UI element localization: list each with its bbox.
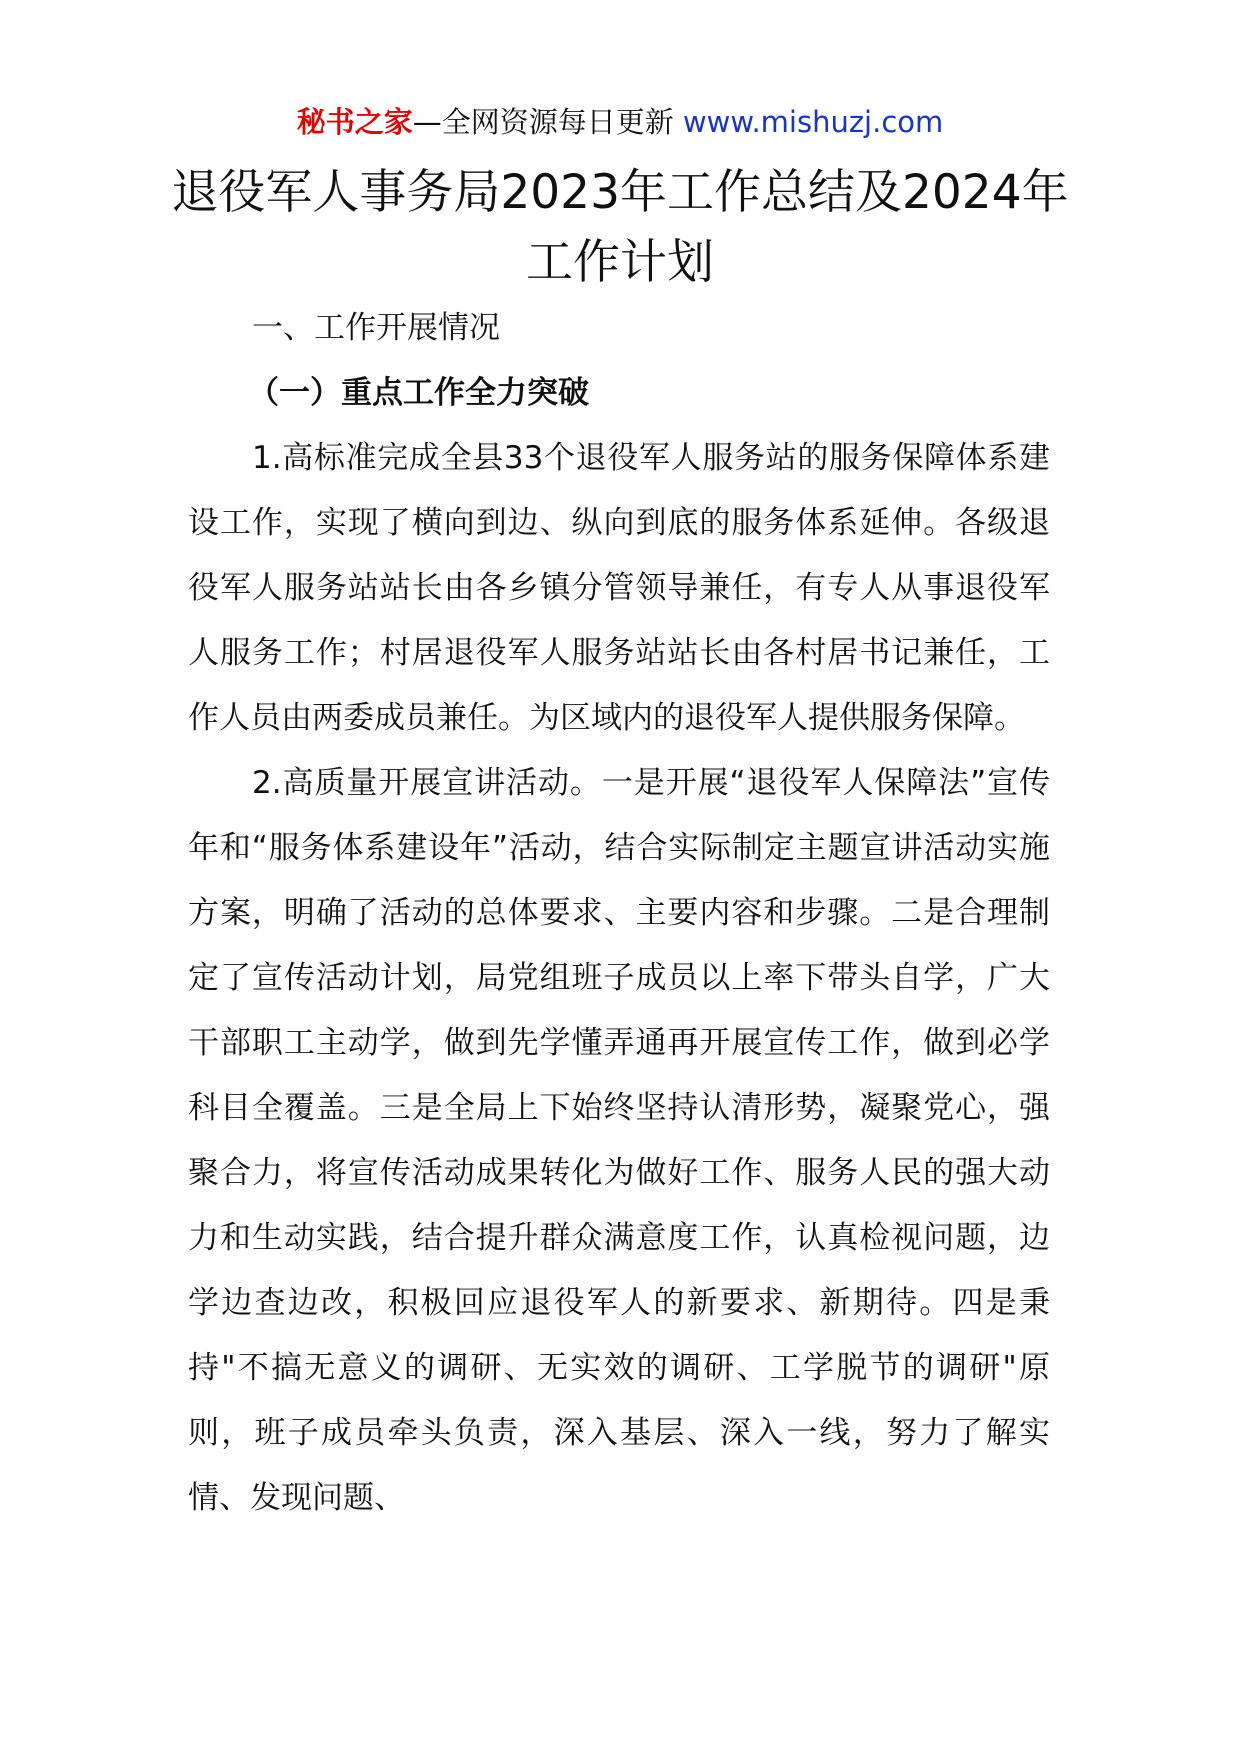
site-url-link[interactable]: www.mishuzj.com <box>682 105 944 139</box>
sub-heading: （一）重点工作全力突破 <box>248 375 589 411</box>
brand-name: 秘书之家 <box>296 105 413 139</box>
header-slogan: —全网资源每日更新 <box>412 105 674 139</box>
site-header <box>0 102 1240 142</box>
paragraph-1: 1.高标准完成全县33个退役军人服务站的服务保障体系建设工作，实现了横向到边、纵向到底的服务体系延伸。各级退役军人服务站站长由各乡镇分管领导兼任，有专人从事退役军人服务工作；村居退役军人服务站站长由各村居书记兼任，工作人员由两委成员兼任。为区域内的退役军人提供服务保障。 <box>188 440 1050 736</box>
document-body <box>188 296 1050 1531</box>
document-title: 退役军人事务局2023年工作总结及2024年工作计划 <box>171 165 1069 290</box>
paragraph-2: 2.高质量开展宣讲活动。一是开展“退役军人保障法”宣传年和“服务体系建设年”活动，结合实际制定主题宣讲活动实施方案，明确了活动的总体要求、主要内容和步骤。二是合理制定了宣传活动计划，局党组班子成员以上率下带头自学，广大干部职工主动学，做到先学懂弄通再开展宣传工作，做到必学科目全覆盖。三是全局上下始终坚持认清形势，凝聚党心，强聚合力，将宣传活动成果转化为做好工作、服务人民的强大动力和生动实践，结合提升群众满意度工作，认真检视问题，边学边查边改，积极回应退役军人的新要求、新期待。四是秉持"不搞无意义的调研、无实效的调研、工学脱节的调研"原则，班子成员牵头负责，深入基层、深入一线，努力了解实情、发现问题、 <box>188 765 1050 1516</box>
section-heading: 一、工作开展情况 <box>252 310 500 346</box>
